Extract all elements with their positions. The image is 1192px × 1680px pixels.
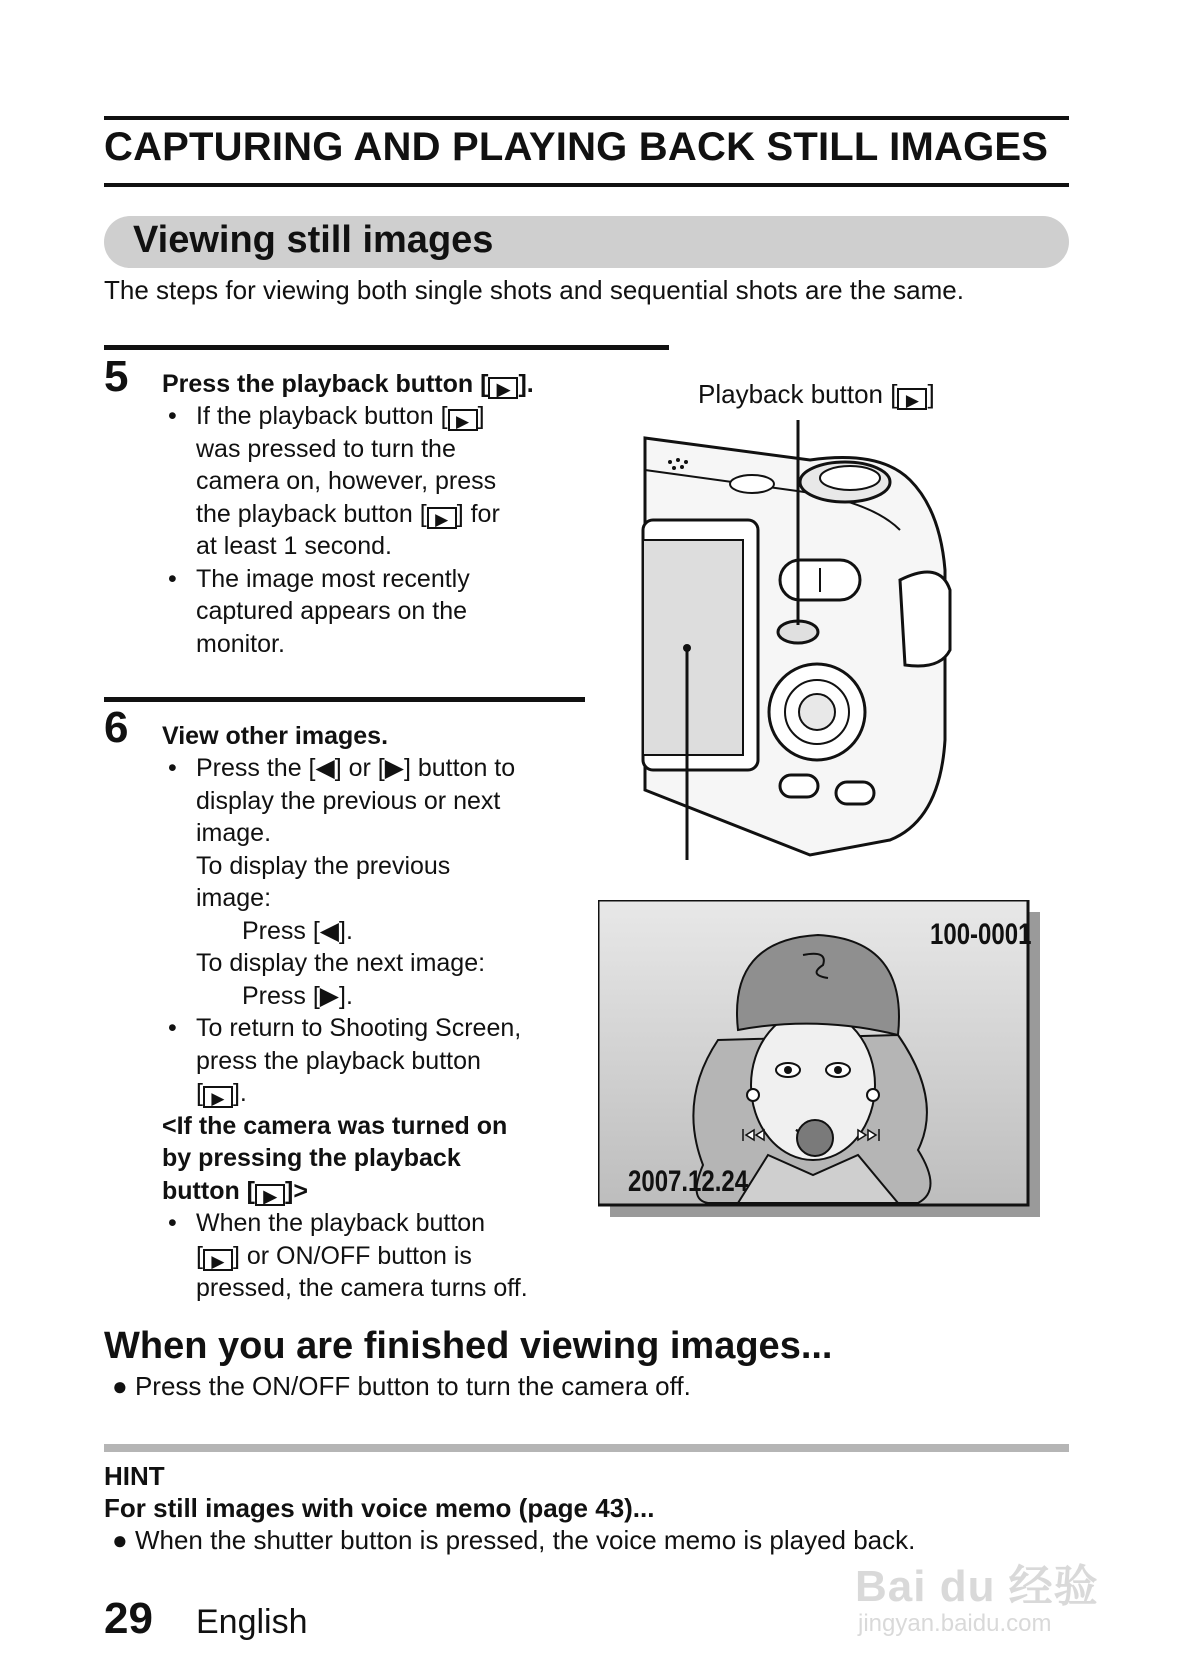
step5-b2-l1: • The image most recently <box>196 564 470 593</box>
step5-heading <box>162 370 534 399</box>
playback-icon <box>427 507 457 529</box>
step6-b2-l2: press the playback button <box>196 1046 481 1075</box>
step6-b3-l2-post: ] or ON/OFF button is <box>232 1241 472 1270</box>
step6-bullet-1 <box>162 752 602 1012</box>
hint-subtitle: For still images with voice memo (page 43)... <box>104 1493 655 1523</box>
watermark-url: jingyan.baidu.com <box>858 1610 1052 1637</box>
playback-icon <box>255 1184 285 1206</box>
title-bottom-rule <box>104 183 1069 187</box>
step6-prev-l2: image: <box>196 884 272 912</box>
step5-b1-l4: the playback button [ <box>196 499 427 528</box>
step5-bullet-2 <box>162 563 602 661</box>
step5-body <box>162 400 602 660</box>
step5-number: 5 <box>104 352 129 401</box>
hint-bullet <box>112 1525 915 1556</box>
finish-title: When you are finished viewing images... <box>104 1325 833 1367</box>
section-title: Viewing still images <box>133 219 494 261</box>
bullet-dot-icon: ● <box>112 1525 128 1555</box>
step6-b2-l3-post: ]. <box>232 1079 247 1107</box>
step6-heading: View other images. <box>162 722 389 750</box>
step6-prev-l1: To display the previous <box>196 851 451 880</box>
hint-title: HINT <box>104 1461 165 1491</box>
step5-b2-l3: monitor. <box>196 629 285 658</box>
step5-b1-l4-post: ] for <box>456 499 500 528</box>
step5-heading-post: ]. <box>518 370 534 398</box>
step6-rule <box>104 697 585 702</box>
step5-b1-l2: was pressed to turn the <box>196 434 456 463</box>
step5-b1-l1: If the playback button [ <box>196 402 448 430</box>
page-number: 29 <box>104 1594 153 1643</box>
step6-next-l1: To display the next image: <box>196 949 486 977</box>
step5-b1-l5: at least 1 second. <box>196 532 392 560</box>
playback-icon <box>203 1086 233 1108</box>
playback-icon <box>203 1249 233 1271</box>
playback-icon <box>448 409 478 431</box>
hint-divider <box>104 1444 1069 1452</box>
step6-b2-l1: • To return to Shooting Screen, <box>196 1014 522 1042</box>
step6-cond-l1: <If the camera was turned on <box>162 1111 508 1140</box>
step6-body <box>162 752 602 1305</box>
step5-bullet-1 <box>162 400 602 563</box>
step5-heading-pre: Press the playback button [ <box>162 370 489 398</box>
callout-post: ] <box>927 379 935 409</box>
step6-b1-l2: display the previous or next <box>196 786 501 815</box>
step6-next-press: Press [▶]. <box>242 981 353 1010</box>
step5-b1-l1-post: ] <box>477 402 485 430</box>
step6-b2-l3: [ <box>196 1079 203 1107</box>
step6-cond-l2: by pressing the playback <box>162 1144 461 1172</box>
step6-condition <box>162 1110 602 1208</box>
watermark-logo: Bai du 经验 <box>855 1562 1099 1611</box>
page-language: English <box>196 1603 308 1641</box>
intro-text: The steps for viewing both single shots and sequential shots are the same. <box>104 275 964 305</box>
finish-text: Press the ON/OFF button to turn the camera off. <box>134 1371 691 1401</box>
step6-number: 6 <box>104 703 129 752</box>
step6-b3-l1: • When the playback button <box>196 1209 486 1237</box>
bullet-dot-icon: ● <box>112 1371 128 1401</box>
step6-bullet-2 <box>162 1012 602 1110</box>
hint-text: When the shutter button is pressed, the voice memo is played back. <box>134 1525 916 1555</box>
step6-cond-l3: button [ <box>162 1176 256 1205</box>
step5-b1-l3: camera on, however, press <box>196 467 497 495</box>
camera-illustration <box>640 420 970 860</box>
playback-button-callout <box>698 378 935 411</box>
step6-b3-l2: [ <box>196 1241 203 1270</box>
step6-cond-l3-post: ]> <box>285 1176 308 1205</box>
step6-b1-l1: • Press the [◀] or [▶] button to <box>196 754 516 782</box>
step6-prev-press: Press [◀]. <box>242 916 353 945</box>
callout-pre: Playback button [ <box>698 379 898 409</box>
step6-bullet-3 <box>162 1207 602 1305</box>
finish-bullet <box>112 1371 691 1402</box>
playback-icon <box>897 388 927 410</box>
step5-b2-l2: captured appears on the <box>196 597 468 625</box>
image-date: 2007.12.24 <box>628 1165 749 1198</box>
playback-icon <box>488 377 518 399</box>
step6-b3-l3: pressed, the camera turns off. <box>196 1274 528 1302</box>
image-number: 100-0001 <box>930 918 1032 951</box>
step6-b1-l3: image. <box>196 819 272 847</box>
title-top-rule <box>104 116 1069 120</box>
step5-rule <box>104 345 669 350</box>
page-title: CAPTURING AND PLAYING BACK STILL IMAGES <box>104 125 1049 169</box>
